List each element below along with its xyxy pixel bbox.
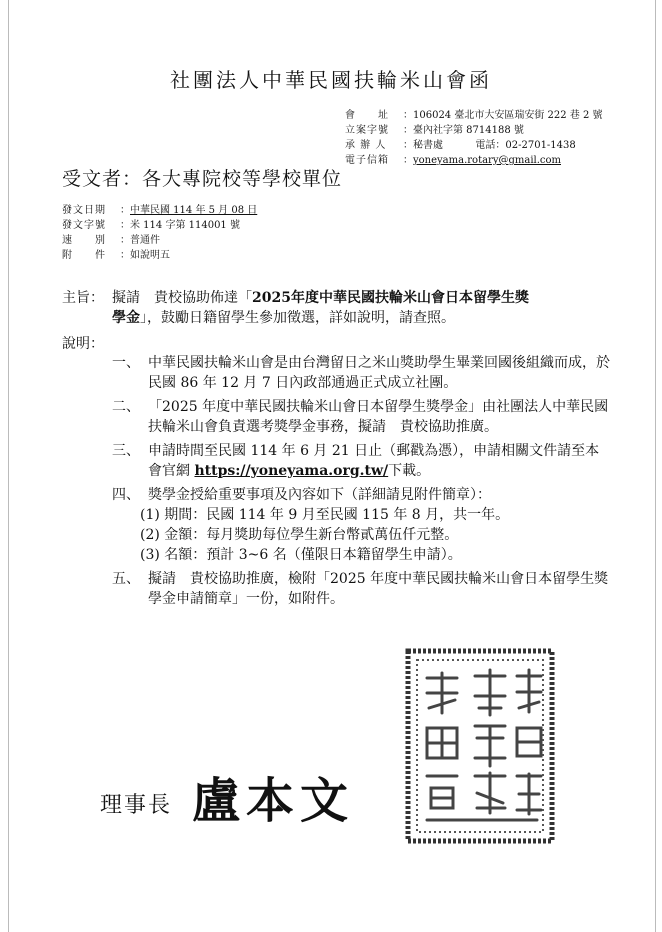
subject-pre: 擬請 貴校協助佈達「	[112, 290, 252, 306]
subject-bold-2: 學金	[112, 310, 140, 326]
left-edge	[8, 0, 9, 932]
meta-block	[62, 203, 257, 263]
speed-row: 速 別 ：普通件	[62, 235, 160, 246]
president-title: 理事長	[100, 793, 173, 818]
sub-item-1: (1) 期間：民國 114 年 9 月至民國 115 年 8 月，共一年。	[140, 507, 510, 523]
attach-label: 附 件	[62, 250, 106, 261]
org-info-block	[345, 108, 603, 168]
subject-post: 」，鼓勵日籍留學生參加徵選，詳如說明，請查照。	[140, 310, 455, 326]
subject-bold-1: 2025年度中華民國扶輪米山會日本留學生獎	[252, 290, 529, 306]
email-label: 電子信箱	[345, 155, 389, 166]
handler-row: 承 辦 人 ：秘書處 電話：02-2701-1438	[345, 140, 576, 151]
explain-label: 說明：	[62, 336, 104, 352]
address-value: 106024 臺北市大安區瑞安街 222 巷 2 號	[413, 110, 603, 121]
speed-value: 普通件	[130, 235, 160, 246]
explain-item-5: 五、 擬請 貴校協助推廣，檢附「2025 年度中華民國扶輪米山會日本留學生獎學金申請簡章」一份，如附件。	[112, 571, 609, 607]
right-edge	[655, 0, 656, 932]
phone-label: 電話	[475, 140, 496, 151]
case-no-label: 立案字號	[345, 125, 389, 136]
date-value: 中華民國 114 年 5 月 08 日	[130, 205, 258, 216]
doc-no-label: 發文字號	[62, 220, 106, 231]
date-label: 發文日期	[62, 205, 106, 216]
explain-item-2: 二、 「2025 年度中華民國扶輪米山會日本留學生獎學金」由社團法人中華民國扶輪米山會負責選考獎學金事務，擬請 貴校協助推廣。	[112, 399, 609, 435]
explain-items	[112, 353, 612, 613]
website-link[interactable]: https://yoneyama.org.tw/	[194, 463, 389, 479]
attach-value: 如說明五	[130, 250, 170, 261]
doc-no-row: 發文字號 ：米 114 字第 114001 號	[62, 220, 240, 231]
president-name: 盧本文	[192, 773, 355, 829]
org-title: 社團法人中華民國扶輪米山會函	[170, 68, 492, 92]
case-no-value: 臺內社字第 8714188 號	[413, 125, 524, 136]
handler-label: 承 辦 人	[345, 140, 387, 151]
doc-no-value: 米 114 字第 114001 號	[130, 220, 240, 231]
explain-item-4: 四、 獎學金授給重要事項及內容如下（詳細請見附件簡章）： (1) 期間：民國 114 年 9 月至民國 115 年 8 月，共一年。 (2) 金額：每月獎助每位學生新台幣貳萬伍仟元整。 (3) 名額：預計 3~6 名（僅限日本籍留學生申請）。	[112, 485, 612, 565]
explain-item-3: 三、 申請時間至民國 114 年 6 月 21 日止（郵戳為憑），申請相關文件請至本會官網 https://yoneyama.org.tw/下載。	[112, 443, 600, 479]
attach-row: 附 件 ：如說明五	[62, 250, 170, 261]
subject-line-1	[112, 288, 622, 308]
sub-item-3: (3) 名額：預計 3~6 名（僅限日本籍留學生申請）。	[140, 547, 462, 563]
date-row: 發文日期 ：中華民國 114 年 5 月 08 日	[62, 205, 258, 216]
email-value[interactable]: yoneyama.rotary@gmail.com	[413, 155, 561, 166]
case-no-row: 立案字號 ：臺內社字第 8714188 號	[345, 125, 524, 136]
official-seal-stamp	[405, 648, 555, 844]
address-label: 會 址	[345, 110, 389, 121]
subject-label: 主旨：	[62, 290, 104, 306]
explain-item-1: 一、 中華民國扶輪米山會是由台灣留日之米山獎助學生畢業回國後組織而成，於民國 86 年 12 月 7 日內政部通過正式成立社團。	[112, 355, 610, 391]
sub-item-2: (2) 金額：每月獎助每位學生新台幣貳萬伍仟元整。	[140, 527, 459, 543]
subject-line-2	[112, 308, 622, 328]
recipient: 受文者：各大專院校等學校單位	[62, 168, 343, 190]
phone-value: 02-2701-1438	[505, 140, 576, 151]
address-row: 會 址 ：106024 臺北市大安區瑞安街 222 巷 2 號	[345, 110, 603, 121]
email-row: 電子信箱 ：yoneyama.rotary@gmail.com	[345, 155, 561, 166]
handler-value: 秘書處	[413, 140, 443, 151]
speed-label: 速 別	[62, 235, 106, 246]
